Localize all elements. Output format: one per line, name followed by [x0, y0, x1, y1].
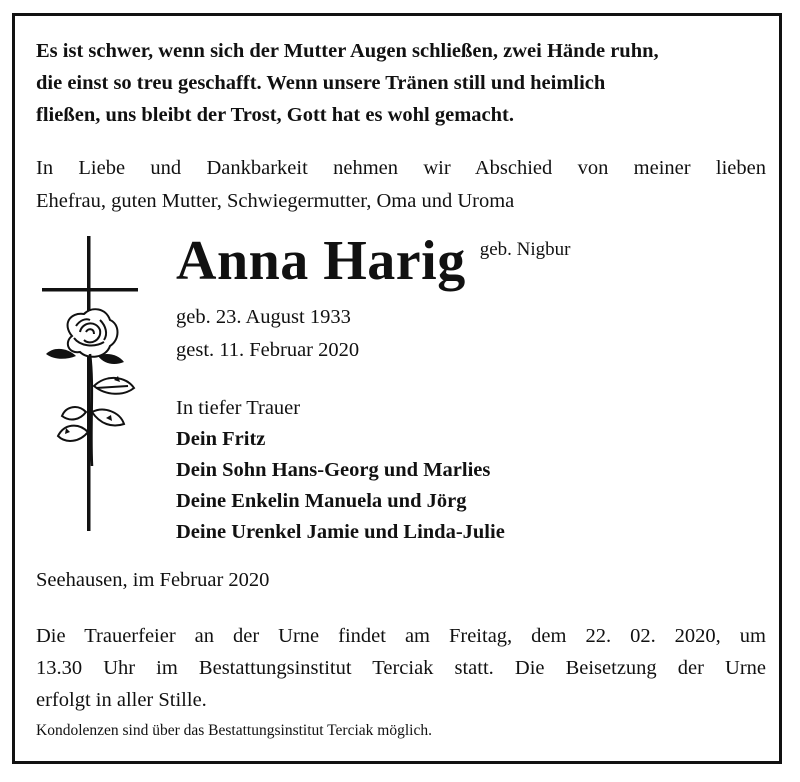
verse-line: die einst so treu geschafft. Wenn unsere Tränen still und heimlich	[36, 72, 606, 94]
ceremony-line: erfolgt in aller Stille.	[36, 689, 207, 711]
place-date: Seehausen, im Februar 2020	[36, 569, 270, 591]
intro-line: Ehefrau, guten Mutter, Schwiegermutter, Oma und Uroma	[36, 190, 515, 212]
deceased-name-row	[176, 228, 570, 294]
mourner-name: Deine Enkelin Manuela und Jörg	[176, 490, 467, 512]
condolence-note: Kondolenzen sind über das Bestattungsinstitut Terciak möglich.	[36, 722, 432, 739]
maiden-name: geb. Nigbur	[479, 239, 571, 260]
farewell-intro	[36, 152, 766, 218]
ceremony-info	[36, 620, 766, 716]
mourner-name: Dein Fritz	[176, 428, 266, 450]
mourners-list	[176, 393, 505, 548]
deceased-name: Anna Harig	[176, 230, 466, 292]
intro-line: In Liebe und Dankbarkeit nehmen wir Abschied von meiner lieben	[36, 157, 766, 179]
death-date: gest. 11. Februar 2020	[176, 339, 360, 361]
verse-line: fließen, uns bleibt der Trost, Gott hat es wohl gemacht.	[36, 104, 514, 126]
cross-with-rose-icon	[40, 236, 140, 531]
mourner-name: Dein Sohn Hans-Georg und Marlies	[176, 459, 491, 481]
ceremony-line: Die Trauerfeier an der Urne findet am Freitag, dem 22. 02. 2020, um	[36, 625, 766, 647]
life-dates	[176, 301, 359, 367]
verse-line: Es ist schwer, wenn sich der Mutter Augen schließen, zwei Hände ruhn,	[36, 40, 659, 62]
birth-date: geb. 23. August 1933	[176, 306, 351, 328]
ceremony-line: 13.30 Uhr im Bestattungsinstitut Terciak statt. Die Beisetzung der Urne	[36, 657, 766, 679]
mourning-heading: In tiefer Trauer	[176, 397, 301, 419]
mourner-name: Deine Urenkel Jamie und Linda-Julie	[176, 521, 505, 543]
memorial-verse	[36, 35, 766, 131]
